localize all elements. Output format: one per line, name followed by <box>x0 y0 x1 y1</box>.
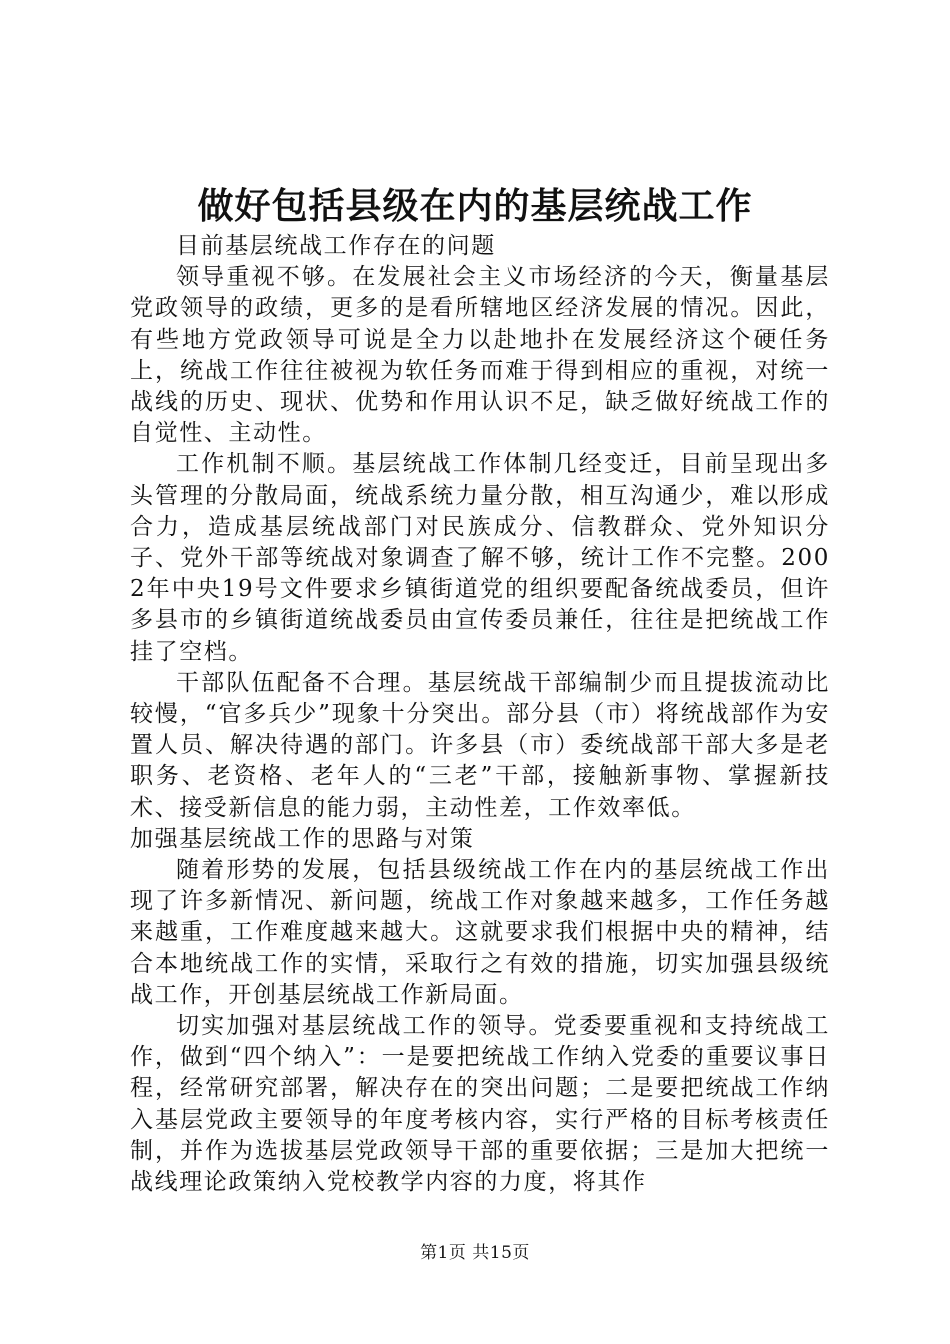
section-heading-problems: 目前基层统战工作存在的问题 <box>176 233 496 259</box>
paragraph-situation: 随着形势的发展，包括县级统战工作在内的基层统战工作出现了许多新情况、新问题，统战工作对象越来越多，工作任务越来越重，工作难度越来越大。这就要求我们根据中央的精神，结合本地统战工作的实情，采取行之有效的措施，切实加强县级统战工作，开创基层统战工作新局面。 <box>130 857 830 1008</box>
page-footer: 第1页 共15页 <box>420 1243 530 1263</box>
section-heading-measures: 加强基层统战工作的思路与对策 <box>130 825 475 852</box>
document-body <box>130 231 830 1198</box>
paragraph-mechanism: 工作机制不顺。基层统战工作体制几经变迁，目前呈现出多头管理的分散局面，统战系统力量分散，相互沟通少，难以形成合力，造成基层统战部门对民族成分、信教群众、党外知识分子、党外干部等统战对象调查了解不够，统计工作不完整。2002年中央19号文件要求乡镇街道党的组织要配备统战委员，但许多县市的乡镇街道统战委员由宣传委员兼任，往往是把统战工作挂了空档。 <box>130 451 830 665</box>
paragraph-strengthen-leadership: 切实加强对基层统战工作的领导。党委要重视和支持统战工作，做到“四个纳入”：一是要把统战工作纳入党委的重要议事日程，经常研究部署，解决存在的突出问题；二是要把统战工作纳入基层党政主要领导的年度考核内容，实行严格的目标考核责任制，并作为选拔基层党政领导干部的重要依据；三是加大把统一战线理论政策纳入党校教学内容的力度，将其作 <box>130 1013 830 1196</box>
paragraph-cadres: 干部队伍配备不合理。基层统战干部编制少而且提拔流动比较慢，“官多兵少”现象十分突出。部分县（市）将统战部作为安置人员、解决待遇的部门。许多县（市）委统战部干部大多是老职务、老资格、老年人的“三老”干部，接触新事物、掌握新技术、接受新信息的能力弱，主动性差，工作效率低。 <box>130 669 830 821</box>
paragraph-leadership: 领导重视不够。在发展社会主义市场经济的今天，衡量基层党政领导的政绩，更多的是看所辖地区经济发展的情况。因此，有些地方党政领导可说是全力以赴地扑在发展经济这个硬任务上，统战工作往往被视为软任务而难于得到相应的重视，对统一战线的历史、现状、优势和作用认识不足，缺乏做好统战工作的自觉性、主动性。 <box>130 264 830 447</box>
document-title: 做好包括县级在内的基层统战工作 <box>197 185 753 227</box>
